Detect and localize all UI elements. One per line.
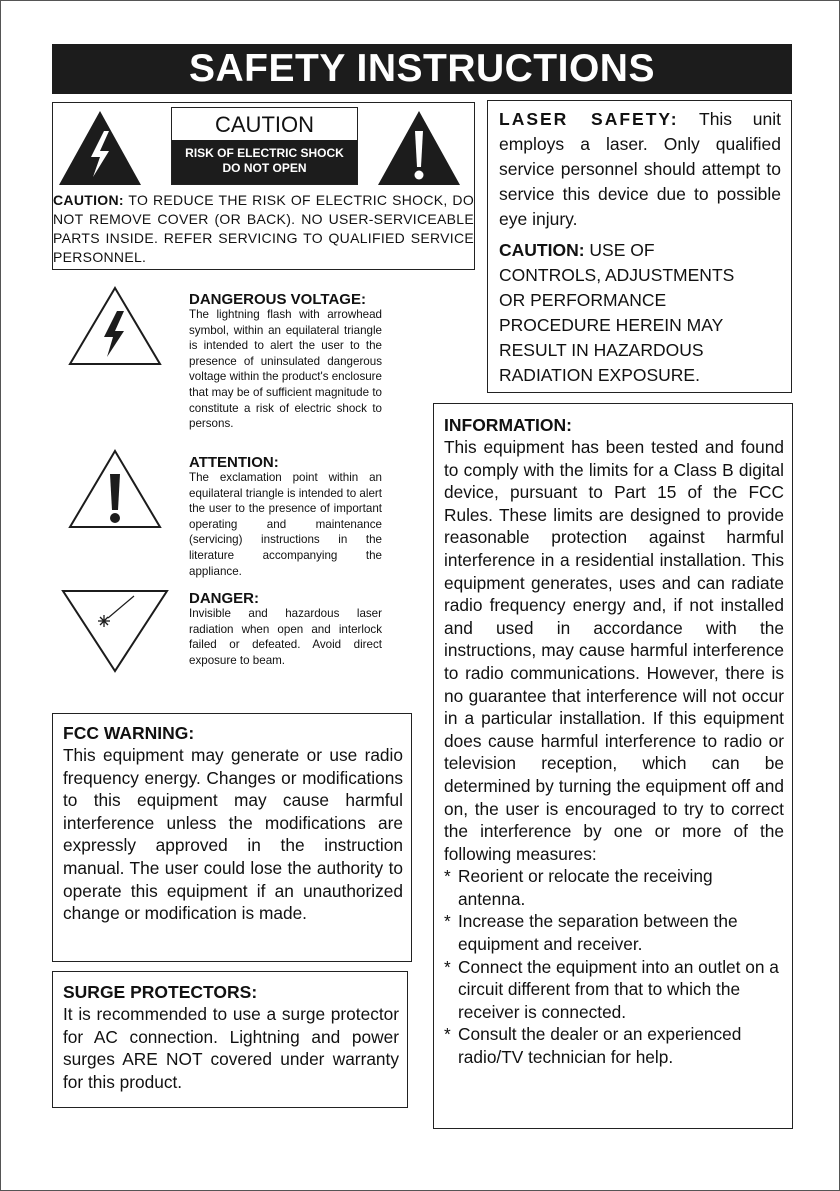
laser-beam-triangle-icon (60, 588, 170, 674)
symbol-dangerous-voltage (189, 292, 382, 432)
caution-warning-line2: DO NOT OPEN (222, 161, 307, 175)
laser-safety-lead: LASER SAFETY: (499, 109, 679, 129)
bullet-marker: * (444, 911, 451, 932)
laser-safety-paragraph (499, 107, 781, 232)
caution-label-box (171, 107, 358, 185)
laser-caution-lead: CAUTION: (499, 240, 585, 260)
caution-warning (172, 140, 357, 184)
caution-box (52, 102, 475, 270)
symbol-text: The exclamation point within an equilateral triangle is intended to alert the user to the presence of important operating and maintenance (servicing) instructions in the literature accompanying the appliance. (189, 471, 382, 578)
exclamation-triangle-icon (376, 109, 462, 187)
fcc-warning-box (52, 713, 412, 962)
symbol-text: The lightning flash with arrowhead symbol, within an equilateral triangle is intended to alert the user to the presence of uninsulated dangerous voltage within the product's enclosure that may be of sufficient magnitude to constitute a risk of electric shock to persons. (189, 308, 382, 431)
surge-protectors-title: SURGE PROTECTORS: (63, 982, 258, 1002)
fcc-warning-text: This equipment may generate or use radio frequency energy. Changes or modifications to this equipment may cause harmful interference unless the modifications are expressly approved in the instruction manual. The user could lose the authority to operate this equipment if an unauthorized change or modification is made. (63, 745, 403, 924)
measure-text: Reorient or relocate the receiving antenna. (458, 866, 713, 909)
symbol-title: DANGEROUS VOLTAGE: (189, 291, 366, 308)
bullet-marker: * (444, 956, 451, 977)
caution-body: TO REDUCE THE RISK OF ELECTRIC SHOCK, DO NOT REMOVE COVER (OR BACK). NO USER-SERVICEABLE PARTS INSIDE. REFER SERVICING TO QUALIFIED SERVICE PERSONNEL. (53, 192, 475, 265)
laser-caution-paragraph (499, 238, 759, 388)
lightning-triangle-icon (57, 109, 143, 187)
laser-caution-text: USE OF CONTROLS, ADJUSTMENTS OR PERFORMANCE PROCEDURE HEREIN MAY RESULT IN HAZARDOUS RADIATION EXPOSURE. (499, 240, 735, 385)
symbol-title: ATTENTION: (189, 454, 279, 471)
information-text: This equipment has been tested and found to comply with the limits for a Class B digital device, pursuant to Part 15 of the FCC Rules. These limits are designed to provide reasonable protection against harmful interference in a residential installation. This equipment generates, uses and can radiate radio frequency energy and, if not installed and used in accordance with the instructions, may cause harmful interference to radio communications. However, there is no guarantee that interference will not occur in a particular installation. If this equipment does cause harmful interference to radio or television reception, which can be determined by turning the equipment off and on, the user is encouraged to try to correct the interference by one or more of the following measures: (444, 437, 784, 864)
caution-label: CAUTION (215, 112, 314, 137)
exclamation-triangle-icon (67, 448, 163, 530)
list-item (444, 865, 784, 910)
bullet-marker: * (444, 866, 451, 887)
list-item (444, 1023, 784, 1068)
lightning-triangle-icon (67, 285, 163, 367)
symbol-attention (189, 455, 382, 579)
laser-safety-text: This unit employs a laser. Only qualified service personnel should attempt to service this device due to possible eye injury. (499, 109, 781, 229)
measure-text: Connect the equipment into an outlet on a circuit different from that to which the receiver is connected. (458, 956, 779, 1022)
laser-safety-box (487, 100, 792, 393)
symbol-danger (189, 591, 382, 668)
caution-lead: CAUTION: (53, 192, 124, 208)
list-item (444, 910, 784, 955)
bullet-marker: * (444, 1024, 451, 1045)
measure-text: Increase the separation between the equipment and receiver. (458, 911, 738, 955)
measure-text: Consult the dealer or an experienced radio/TV technician for help. (458, 1024, 742, 1068)
list-item (444, 956, 784, 1024)
caution-warning-line1: RISK OF ELECTRIC SHOCK (185, 146, 344, 160)
caution-text (53, 191, 474, 267)
page-title: SAFETY INSTRUCTIONS (52, 44, 792, 94)
information-box (433, 403, 793, 1129)
fcc-warning-title: FCC WARNING: (63, 723, 195, 743)
information-title: INFORMATION: (444, 415, 572, 435)
measures-list (444, 865, 784, 1068)
surge-protectors-text: It is recommended to use a surge protector for AC connection. Lightning and power surges ARE NOT covered under warranty for this product. (63, 1004, 399, 1092)
surge-protectors-box (52, 971, 408, 1108)
symbol-title: DANGER: (189, 590, 259, 607)
symbol-text: Invisible and hazardous laser radiation when open and interlock failed or defeated. Avoid direct exposure to beam. (189, 607, 382, 667)
